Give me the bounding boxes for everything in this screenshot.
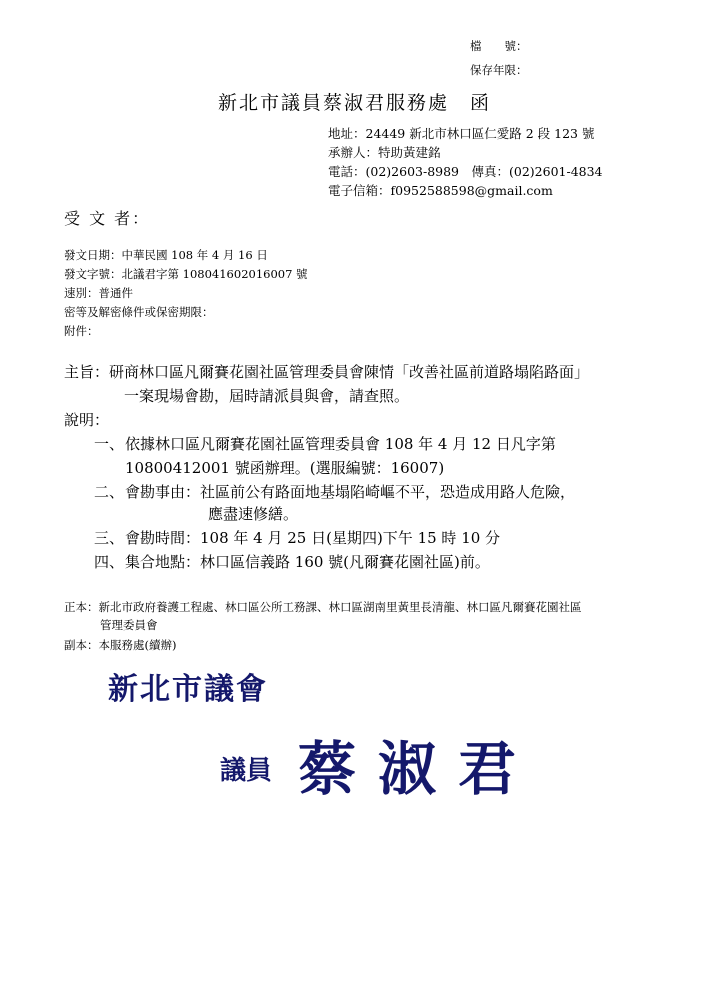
- retention-period-label: 保存年限：: [470, 63, 528, 77]
- item-text-line-2: 10800412001 號函辦理。(選服編號：16007): [125, 459, 445, 477]
- sender-phone-fax: 電話：(02)2603-8989 傳真：(02)2601-4834: [328, 164, 603, 179]
- item-number: 三、: [94, 529, 125, 547]
- copy-recipients: 副本：本服務處(續辦): [64, 638, 177, 652]
- seal-name: 蔡淑君: [298, 735, 539, 803]
- issue-date: 發文日期：中華民國 108 年 4 月 16 日: [64, 248, 268, 262]
- sender-email: 電子信箱：f0952588598@gmail.com: [328, 183, 553, 198]
- attachment: 附件：: [64, 324, 99, 338]
- item-text-line-1: 依據林口區凡爾賽花園社區管理委員會 108 年 4 月 12 日凡字第: [125, 435, 556, 453]
- recipient-label: 受 文 者：: [64, 209, 151, 228]
- file-number-label: 檔 號：: [470, 39, 528, 53]
- subject-line-1: 主旨：研商林口區凡爾賽花園社區管理委員會陳情「改善社區前道路塌陷路面」: [64, 363, 590, 381]
- sender-handler: 承辦人：特助黃建銘: [328, 145, 441, 160]
- item-text-line-1: 會勘時間：108 年 4 月 25 日(星期四)下午 15 時 10 分: [125, 529, 501, 547]
- item-number: 四、: [94, 553, 125, 571]
- document-title: 新北市議員蔡淑君服務處 函: [218, 92, 492, 114]
- delivery-speed: 速別：普通件: [64, 286, 133, 300]
- item-number: 一、: [94, 435, 125, 453]
- explanation-label: 說明：: [64, 411, 110, 429]
- main-recipients-line-1: 正本：新北市政府養護工程處、林口區公所工務課、林口區湖南里黃里長清龍、林口區凡爾賽花園社區: [64, 600, 582, 614]
- subject-line-2: 一案現場會勘，屆時請派員與會，請查照。: [124, 387, 410, 405]
- item-text-line-1: 集合地點：林口區信義路 160 號(凡爾賽花園社區)前。: [125, 553, 490, 571]
- sender-address: 地址：24449 新北市林口區仁愛路 2 段 123 號: [328, 126, 595, 141]
- reference-number: 發文字號：北議君字第 108041602016007 號: [64, 267, 308, 281]
- item-number: 二、: [94, 483, 125, 501]
- item-text-line-2: 應盡速修繕。: [208, 505, 299, 523]
- secrecy-level: 密等及解密條件或保密期限：: [64, 305, 214, 319]
- seal-organization: 新北市議會: [108, 672, 268, 707]
- item-text-line-1: 會勘事由：社區前公有路面地基塌陷崎嶇不平，恐造成用路人危險，: [125, 483, 576, 501]
- seal-title: 議員: [220, 756, 273, 786]
- main-recipients-line-2: 管理委員會: [100, 618, 158, 632]
